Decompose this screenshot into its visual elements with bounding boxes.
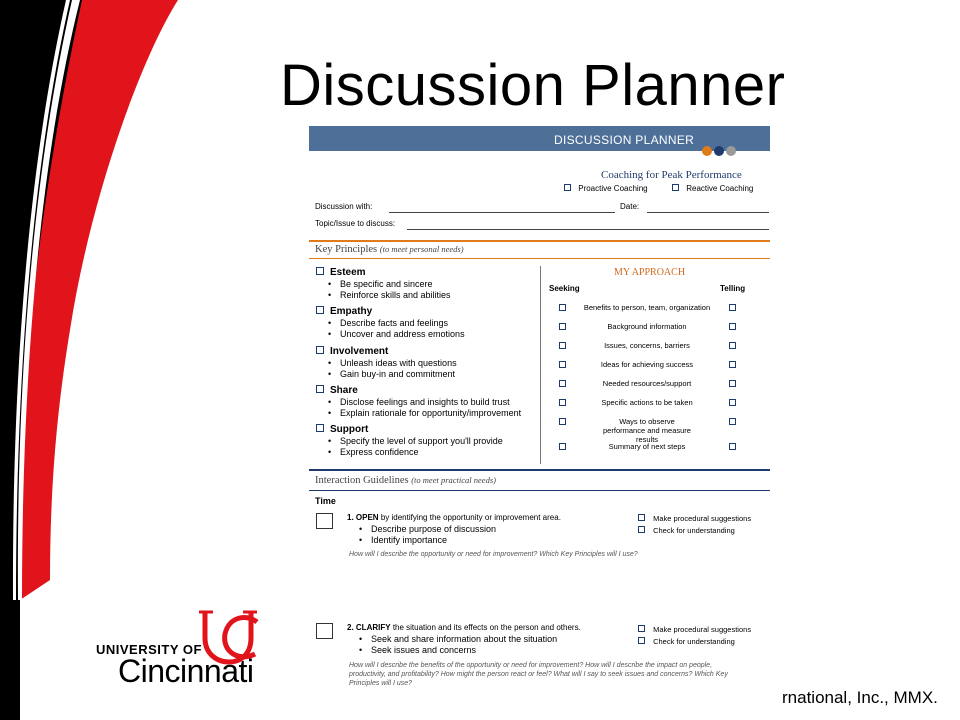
seeking-checkbox[interactable] (559, 443, 566, 450)
approach-row (309, 379, 770, 391)
navy-divider (309, 469, 770, 471)
step-bullet: • Identify importance (371, 535, 496, 546)
date-label: Date: (620, 202, 640, 211)
approach-row (309, 303, 770, 315)
principle-bullet: • Be specific and sincere (340, 279, 451, 290)
step-number: 2. (347, 623, 354, 632)
principle-name: Empathy (330, 306, 373, 317)
approach-label: Issues, concerns, barriers (604, 341, 690, 350)
topic-label: Topic/Issue to discuss: (315, 219, 396, 228)
step-2-question: How will I describe the benefits of the opportunity or need for improvement? How will I describe the impact on people, productivity, and profitability? How might the person react or feel? What will I say to seek issues and concerns? Which Key Principles will I use? (349, 662, 728, 687)
step-bullet: • Seek issues and concerns (371, 645, 557, 656)
telling-checkbox[interactable] (729, 323, 736, 330)
proactive-coaching-option[interactable] (564, 184, 648, 193)
approach-row (309, 341, 770, 353)
telling-checkbox[interactable] (729, 361, 736, 368)
navy-divider-thin (309, 490, 770, 491)
orange-dot-icon (702, 146, 712, 156)
option-label: Make procedural suggestions (653, 514, 752, 523)
principle-name: Involvement (330, 346, 389, 357)
topic-field[interactable] (407, 229, 769, 230)
principle-esteem (316, 267, 451, 301)
principle-bullet: • Describe facts and feelings (340, 318, 465, 329)
seeking-label: Seeking (549, 284, 580, 293)
principle-bullet: • Express confidence (340, 447, 503, 458)
interaction-title: Interaction Guidelines (315, 475, 409, 486)
seeking-checkbox[interactable] (559, 342, 566, 349)
approach-label: Ideas for achieving success (600, 360, 694, 369)
my-approach-title: MY APPROACH (614, 267, 686, 278)
telling-checkbox[interactable] (729, 342, 736, 349)
step-1-option-1[interactable] (638, 514, 751, 523)
step-1-time-checkbox[interactable] (316, 513, 333, 529)
seeking-checkbox[interactable] (559, 304, 566, 311)
proactive-checkbox[interactable] (564, 184, 571, 191)
approach-row (309, 322, 770, 334)
key-principles-heading (315, 244, 464, 255)
logo-line-2: Cincinnati (118, 653, 254, 689)
principle-bullet: • Uncover and address emotions (340, 329, 465, 340)
option-label: Make procedural suggestions (653, 625, 752, 634)
step-1-bullets (347, 524, 496, 546)
decorative-swoosh (0, 0, 200, 720)
reactive-coaching-option[interactable] (672, 184, 753, 193)
key-principles-title: Key Principles (315, 244, 378, 255)
option-checkbox[interactable] (638, 526, 645, 533)
gray-dot-icon (726, 146, 736, 156)
principle-bullet: • Gain buy-in and commitment (340, 369, 457, 380)
step-2-option-2[interactable] (638, 637, 735, 646)
principle-name: Share (330, 385, 358, 396)
key-principles-note: (to meet personal needs) (379, 244, 464, 254)
principle-name: Support (330, 424, 369, 435)
step-2-time-checkbox[interactable] (316, 623, 333, 639)
telling-checkbox[interactable] (729, 399, 736, 406)
approach-label: Background information (607, 322, 687, 331)
step-text: by identifying the opportunity or improvement area. (380, 513, 561, 522)
approach-label: Benefits to person, team, organization (583, 303, 711, 312)
proactive-label: Proactive Coaching (578, 184, 648, 193)
navy-dot-icon (714, 146, 724, 156)
seeking-checkbox[interactable] (559, 418, 566, 425)
principle-bullet: • Reinforce skills and abilities (340, 290, 451, 301)
approach-row (309, 442, 770, 454)
discussion-with-field[interactable] (389, 212, 615, 213)
slide-title: Discussion Planner (280, 53, 786, 118)
option-checkbox[interactable] (638, 637, 645, 644)
orange-divider (309, 240, 770, 242)
footer-copyright: rnational, Inc., MMX. (782, 688, 938, 707)
approach-row (309, 398, 770, 410)
discussion-planner-document (309, 126, 770, 720)
step-key: CLARIFY (355, 623, 391, 632)
seeking-checkbox[interactable] (559, 399, 566, 406)
orange-divider-thin (309, 258, 770, 259)
option-label: Check for understanding (653, 526, 735, 535)
telling-checkbox[interactable] (729, 380, 736, 387)
esteem-checkbox[interactable] (316, 267, 324, 275)
step-2-bullets (347, 634, 557, 656)
option-checkbox[interactable] (638, 514, 645, 521)
approach-label: Specific actions to be taken (601, 398, 693, 407)
seeking-checkbox[interactable] (559, 380, 566, 387)
principle-bullet: • Disclose feelings and insights to build trust (340, 397, 521, 408)
step-number: 1. (347, 513, 354, 522)
approach-row (309, 360, 770, 372)
interaction-note: (to meet practical needs) (411, 475, 496, 485)
discussion-with-label: Discussion with: (315, 202, 373, 211)
step-1-option-2[interactable] (638, 526, 735, 535)
option-checkbox[interactable] (638, 625, 645, 632)
step-2-option-1[interactable] (638, 625, 751, 634)
coaching-title: Coaching for Peak Performance (601, 169, 742, 181)
telling-label: Telling (720, 284, 746, 293)
telling-checkbox[interactable] (729, 304, 736, 311)
step-bullet: • Describe purpose of discussion (371, 524, 496, 535)
step-1-question: How will I describe the opportunity or need for improvement? Which Key Principles will I use? (349, 551, 638, 558)
principle-name: Esteem (330, 267, 366, 278)
seeking-checkbox[interactable] (559, 361, 566, 368)
telling-checkbox[interactable] (729, 443, 736, 450)
reactive-label: Reactive Coaching (686, 184, 754, 193)
seeking-checkbox[interactable] (559, 323, 566, 330)
approach-label: Summary of next steps (608, 442, 686, 451)
interaction-heading (315, 475, 496, 486)
document-header-title: DISCUSSION PLANNER (554, 133, 695, 147)
approach-label: Ways to observe performance and measure results (603, 417, 691, 444)
option-label: Check for understanding (653, 637, 735, 646)
principle-bullet: • Explain rationale for opportunity/improvement (340, 408, 521, 419)
step-text: the situation and its effects on the person and others. (392, 623, 581, 632)
approach-label: Needed resources/support (602, 379, 692, 388)
logo-line-1: UNIVERSITY OF (96, 642, 202, 657)
date-field[interactable] (647, 212, 769, 213)
telling-checkbox[interactable] (729, 418, 736, 425)
principle-bullet: • Unleash ideas with questions (340, 358, 457, 369)
time-label: Time (315, 496, 336, 506)
step-key: OPEN (355, 513, 379, 522)
step-bullet: • Seek and share information about the situation (371, 634, 557, 645)
step-1-heading (347, 513, 561, 522)
reactive-checkbox[interactable] (672, 184, 679, 191)
principle-bullet: • Specify the level of support you'll provide (340, 436, 503, 447)
document-header-bar (309, 126, 770, 151)
step-2-heading (347, 623, 581, 632)
